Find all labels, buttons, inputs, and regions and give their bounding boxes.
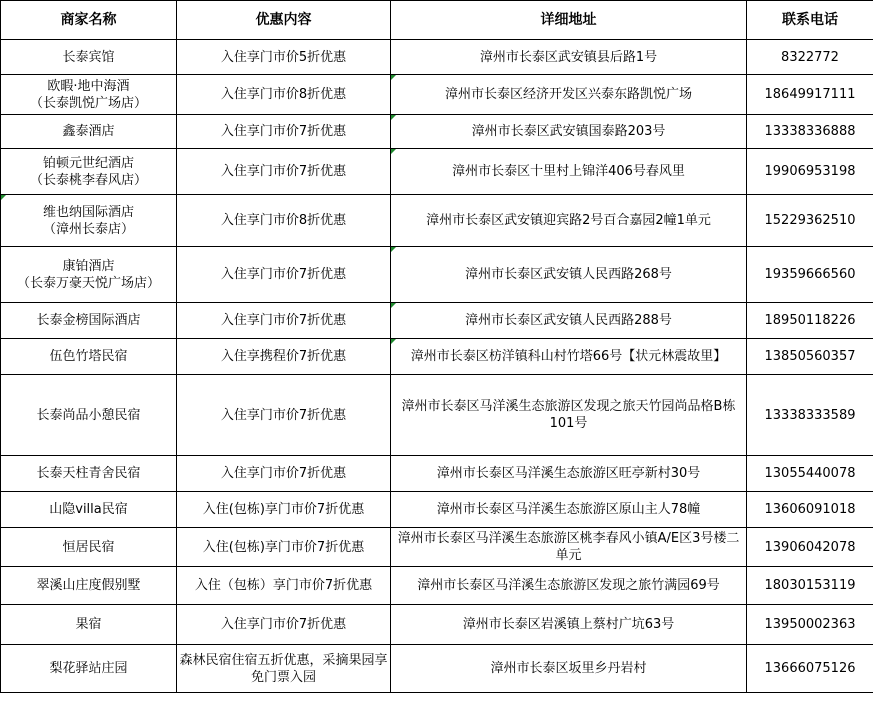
table-body — [1, 40, 873, 693]
merchant-name-cell: 山隐villa民宿 — [1, 492, 177, 528]
merchant-name-cell: 翠溪山庄度假别墅 — [1, 567, 177, 605]
merchant-name-cell: 长泰金榜国际酒店 — [1, 303, 177, 339]
table-row — [1, 605, 873, 645]
offer-cell: 入住享门市价7折优惠 — [177, 605, 391, 645]
table-row — [1, 149, 873, 195]
merchant-name-cell: 鑫泰酒店 — [1, 115, 177, 149]
merchant-name-cell: 维也纳国际酒店 （漳州长泰店） — [1, 195, 177, 247]
offer-cell: 入住享门市价7折优惠 — [177, 303, 391, 339]
table-row — [1, 75, 873, 115]
address-cell: 漳州市长泰区武安镇人民西路288号 — [391, 303, 747, 339]
address-cell: 漳州市长泰区马洋溪生态旅游区原山主人78幢 — [391, 492, 747, 528]
phone-cell: 18030153119 — [747, 567, 873, 605]
address-cell: 漳州市长泰区马洋溪生态旅游区发现之旅天竹园尚品格B栋101号 — [391, 375, 747, 456]
table-row — [1, 375, 873, 456]
offer-cell: 入住享门市价5折优惠 — [177, 40, 391, 75]
table-row — [1, 40, 873, 75]
merchant-name-cell: 欧暇·地中海酒 （长泰凯悦广场店） — [1, 75, 177, 115]
offer-cell: 入住(包栋)享门市价7折优惠 — [177, 492, 391, 528]
merchant-name-cell: 伍色竹塔民宿 — [1, 339, 177, 375]
offer-cell: 入住(包栋)享门市价7折优惠 — [177, 528, 391, 567]
table-row — [1, 492, 873, 528]
table-row — [1, 528, 873, 567]
merchant-name-cell: 长泰尚品小憩民宿 — [1, 375, 177, 456]
offer-cell: 入住享门市价7折优惠 — [177, 247, 391, 303]
offer-cell: 森林民宿住宿五折优惠，采摘果园享免门票入园 — [177, 645, 391, 693]
address-cell: 漳州市长泰区武安镇迎宾路2号百合嘉园2幢1单元 — [391, 195, 747, 247]
table-row — [1, 115, 873, 149]
table-row — [1, 456, 873, 492]
offer-cell: 入住享门市价7折优惠 — [177, 149, 391, 195]
phone-cell: 13338336888 — [747, 115, 873, 149]
phone-cell: 15229362510 — [747, 195, 873, 247]
phone-cell: 19359666560 — [747, 247, 873, 303]
address-cell: 漳州市长泰区马洋溪生态旅游区发现之旅竹满园69号 — [391, 567, 747, 605]
address-cell: 漳州市长泰区马洋溪生态旅游区桃李春风小镇A/E区3号楼二单元 — [391, 528, 747, 567]
phone-cell: 18950118226 — [747, 303, 873, 339]
table-row — [1, 195, 873, 247]
offer-cell: 入住（包栋）享门市价7折优惠 — [177, 567, 391, 605]
offer-cell: 入住享门市价7折优惠 — [177, 375, 391, 456]
address-cell: 漳州市长泰区武安镇国泰路203号 — [391, 115, 747, 149]
phone-cell: 13950002363 — [747, 605, 873, 645]
address-cell: 漳州市长泰区武安镇县后路1号 — [391, 40, 747, 75]
merchant-name-cell: 康铂酒店 （长泰万豪天悦广场店） — [1, 247, 177, 303]
header-address: 详细地址 — [391, 1, 747, 40]
address-cell: 漳州市长泰区十里村上锦洋406号春风里 — [391, 149, 747, 195]
phone-cell: 13906042078 — [747, 528, 873, 567]
merchant-name-cell: 梨花驿站庄园 — [1, 645, 177, 693]
address-cell: 漳州市长泰区武安镇人民西路268号 — [391, 247, 747, 303]
merchant-name-cell: 长泰天柱青舍民宿 — [1, 456, 177, 492]
table-row — [1, 303, 873, 339]
phone-cell: 8322772 — [747, 40, 873, 75]
offer-cell: 入住享门市价8折优惠 — [177, 195, 391, 247]
address-cell: 漳州市长泰区马洋溪生态旅游区旺亭新村30号 — [391, 456, 747, 492]
header-offer: 优惠内容 — [177, 1, 391, 40]
offer-cell: 入住享门市价7折优惠 — [177, 115, 391, 149]
phone-cell: 18649917111 — [747, 75, 873, 115]
merchant-name-cell: 长泰宾馆 — [1, 40, 177, 75]
header-row — [1, 1, 873, 40]
offer-cell: 入住享携程价7折优惠 — [177, 339, 391, 375]
table-row — [1, 567, 873, 605]
address-cell: 漳州市长泰区经济开发区兴泰东路凯悦广场 — [391, 75, 747, 115]
header-phone: 联系电话 — [747, 1, 873, 40]
address-cell: 漳州市长泰区坂里乡丹岩村 — [391, 645, 747, 693]
phone-cell: 13666075126 — [747, 645, 873, 693]
table-row — [1, 645, 873, 693]
address-cell: 漳州市长泰区岩溪镇上蔡村广坑63号 — [391, 605, 747, 645]
phone-cell: 13055440078 — [747, 456, 873, 492]
address-cell: 漳州市长泰区枋洋镇科山村竹塔66号【状元林震故里】 — [391, 339, 747, 375]
phone-cell: 19906953198 — [747, 149, 873, 195]
merchant-name-cell: 铂顿元世纪酒店 （长泰桃李春风店） — [1, 149, 177, 195]
phone-cell: 13338333589 — [747, 375, 873, 456]
offer-cell: 入住享门市价8折优惠 — [177, 75, 391, 115]
table-row — [1, 339, 873, 375]
merchant-name-cell: 果宿 — [1, 605, 177, 645]
merchant-name-cell: 恒居民宿 — [1, 528, 177, 567]
phone-cell: 13606091018 — [747, 492, 873, 528]
table-row — [1, 247, 873, 303]
offer-cell: 入住享门市价7折优惠 — [177, 456, 391, 492]
header-merchant-name: 商家名称 — [1, 1, 177, 40]
phone-cell: 13850560357 — [747, 339, 873, 375]
